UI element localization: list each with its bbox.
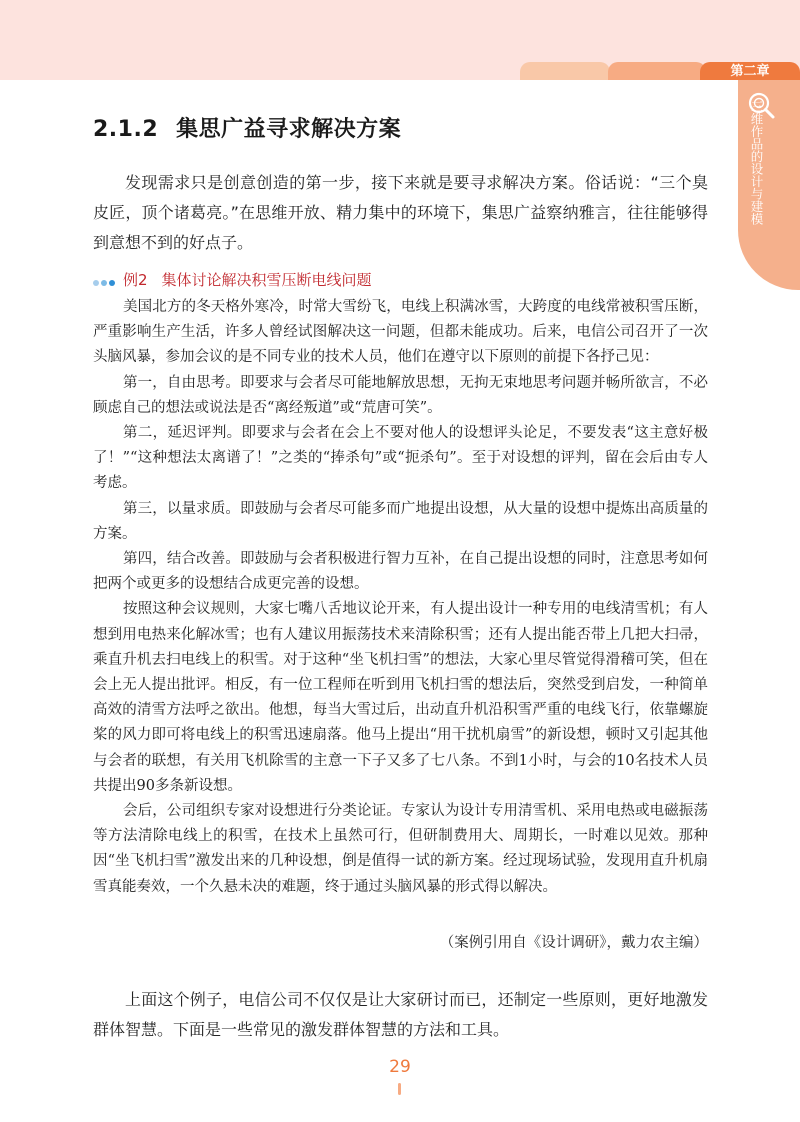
example-paragraph: 第四，结合改善。即鼓励与会者积极进行智力互补，在自己提出设想的同时，注意思考如何把两个或更多的设想结合成更完善的设想。: [93, 551, 708, 593]
example-paragraph: 第三，以量求质。即鼓励与会者尽可能多而广地提出设想，从大量的设想中提炼出高质量的方案。: [93, 500, 708, 542]
example-citation: （案例引用自《设计调研》，戴力农主编）: [439, 935, 708, 951]
example-paragraph: 会后，公司组织专家对设想进行分类论证。专家认为设计专用清雪机、采用电热或电磁振荡等方法清除电线上的积雪，在技术上虽然可行，但研制费用大、周期长，一时难以见效。那种因“坐飞机扫雪”激发出来的几种设想，倒是值得一试的新方案。经过现场试验，发现用直升机扇雪真能奏效，一个久悬未决的难题，终于通过头脑风暴的形式得以解决。: [93, 803, 708, 895]
side-chapter-title: 三维作品的设计与建模: [749, 100, 764, 225]
page-number-tick: [398, 1083, 401, 1095]
chapter-tabs: [520, 62, 800, 80]
chapter-tab-decor-2: [608, 62, 706, 80]
side-chapter-tab: [738, 80, 800, 290]
example-paragraph: 美国北方的冬天格外寒冷，时常大雪纷飞，电线上积满冰雪，大跨度的电线常被积雪压断，严重影响生产生活，许多人曾经试图解决这一问题，但都未能成功。后来，电信公司召开了一次头脑风暴，参加会议的是不同专业的技术人员，他们在遵守以下原则的前提下各抒己见：: [93, 299, 708, 366]
section-title-text: 集思广益寻求解决方案: [176, 117, 402, 142]
example-heading: [93, 270, 708, 291]
example-title: 集体讨论解决积雪压断电线问题: [161, 271, 372, 289]
section-title: [93, 112, 401, 143]
closing-paragraph: 上面这个例子，电信公司不仅仅是让大家研讨而已，还制定一些原则，更好地激发群体智慧。下面是一些常见的激发群体智慧的方法和工具。: [93, 990, 708, 1039]
chapter-label: 第二章: [700, 62, 800, 80]
example-paragraph: 按照这种会议规则，大家七嘴八舌地议论开来，有人提出设计一种专用的电线清雪机；有人想到用电热来化解冰雪；也有人建议用振荡技术来清除积雪；还有人提出能否带上几把大扫帚，乘直升机去扫电线上的积雪。对于这种“坐飞机扫雪”的想法，大家心里尽管觉得滑稽可笑，但在会上无人提出批评。相反，有一位工程师在听到用飞机扫雪的想法后，突然受到启发，一种简单高效的清雪方法呼之欲出。他想，每当大雪过后，出动直升机沿积雪严重的电线飞行，依靠螺旋桨的风力即可将电线上的积雪迅速扇落。他马上提出“用干扰机扇雪”的新设想，顿时又引起其他与会者的联想，有关用飞机除雪的主意一下子又多了七八条。不到1小时，与会的10名技术人员共提出90多条新设想。: [93, 601, 708, 794]
example-body: [93, 295, 708, 900]
bullet-dots-icon: [93, 271, 117, 291]
example-label: 例2: [123, 271, 148, 289]
page-number: 29: [389, 1057, 411, 1077]
intro-paragraph: 发现需求只是创意创造的第一步，接下来就是要寻求解决方案。俗话说：“三个臭皮匠，顶个诸葛亮。”在思维开放、精力集中的环境下，集思广益察纳雅言，往往能够得到意想不到的好点子。: [93, 173, 708, 252]
section-number: 2.1.2: [93, 117, 159, 142]
example-paragraph: 第一，自由思考。即要求与会者尽可能地解放思想，无拘无束地思考问题并畅所欲言，不必顾虑自己的想法或说法是否“离经叛道”或“荒唐可笑”。: [93, 374, 708, 416]
chapter-tab-decor-1: [520, 62, 610, 80]
example-paragraph: 第二，延迟评判。即要求与会者在会上不要对他人的设想评头论足，不要发表“这主意好极了！”“这种想法太离谱了！”之类的“捧杀句”或“扼杀句”。至于对设想的评判，留在会后由专人考虑。: [93, 425, 708, 492]
